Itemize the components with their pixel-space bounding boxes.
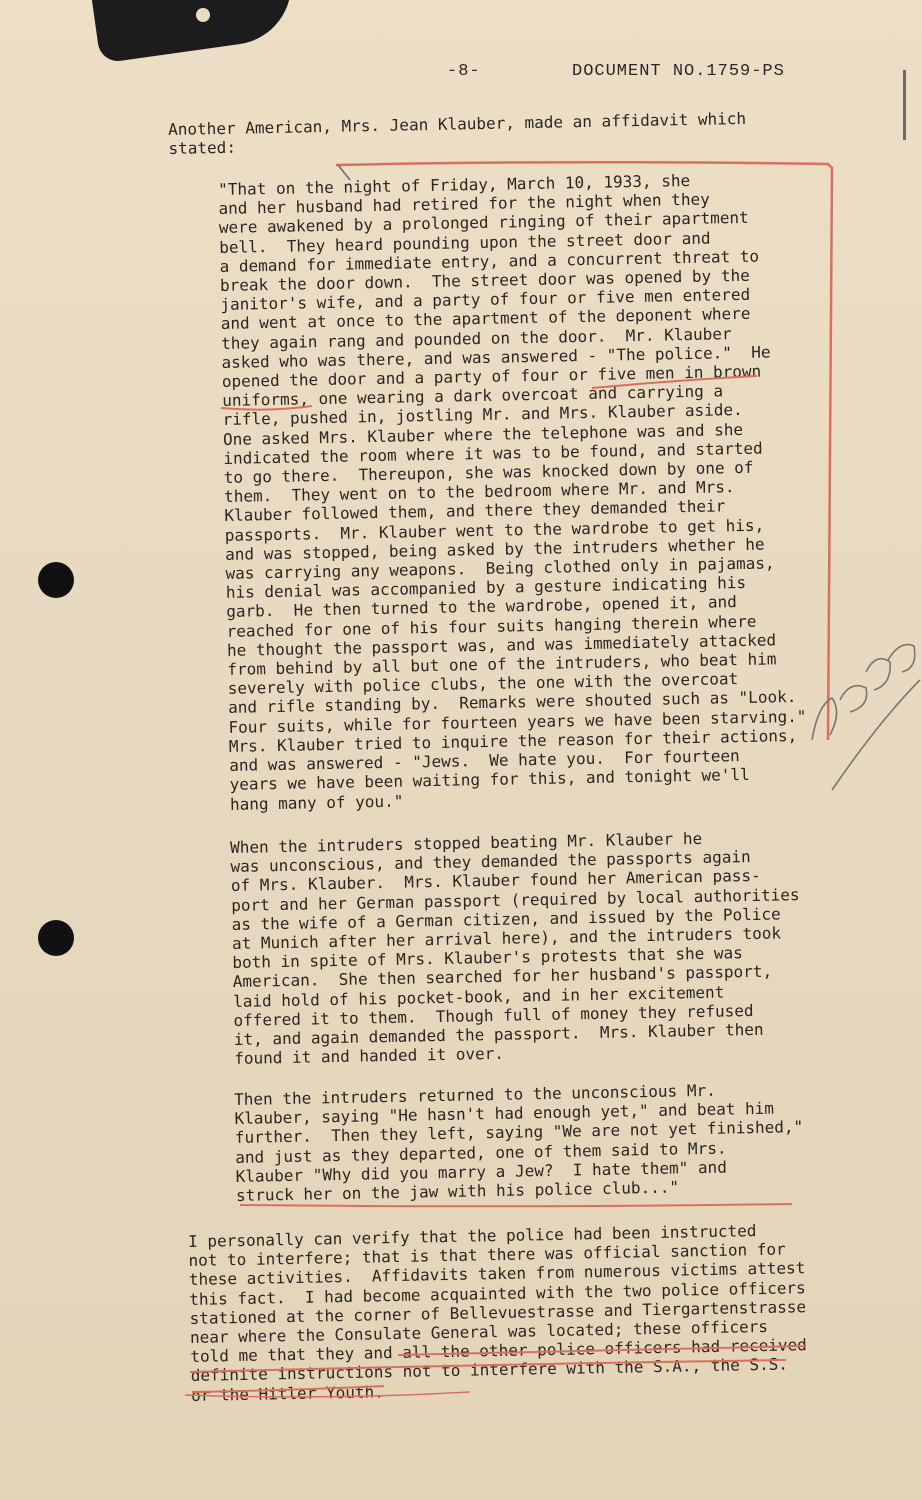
affidavit-quote-paragraph-3: Then the intruders returned to the unconscious Mr. Klauber, saying "He hasn't had enough yet," and beat him further. Then they left, saying "We are not yet finished," and just as they departed, one of them said to Mrs. Klauber "Why did you marry a Jew? I hate them" and struck her on the jaw with his police club..." <box>234 1080 804 1205</box>
punch-hole-lower <box>38 920 74 956</box>
document-number: DOCUMENT NO.1759-PS <box>572 62 785 81</box>
affidavit-quote-paragraph-1: "That on the night of Friday, March 10, 1933, she and her husband had retired for the night when they were awakened by a prolonged ringing of their apartment bell. They heard pounding upon the street door and a demand for immediate entry, and a concurrent threat to break the door down. The street door was opened by the janitor's wife, and a party of four or five men entered and went at once to the apartment of the deponent where they again rang and pounded on the door. Mr. Klauber asked who was there, and was answered - "The police." He opened the door and a party of four or five men in brown uniforms, one wearing a dark overcoat and carrying a rifle, pushed in, jostling Mr. and Mrs. Klauber aside. One asked Mrs. Klauber where the telephone was and she indicated the room where it was to be found, and started to go there. Thereupon, she was knocked down by one of them. They went on to the bedroom where Mr. and Mrs. Klauber followed them, and there they demanded their passports. Mr. Klauber went to the wardrobe to get his, and was stopped, being asked by the intruders whether he was carrying any weapons. Being clothed only in pajamas, his denial was accompanied by a gesture indicating his garb. He then turned to the wardrobe, opened it, and reached for one of his four suits hanging therein where he thought the passport was, and was immediately attacked from behind by all but one of the intruders, who beat him severely with police clubs, the one with the overcoat and rifle standing by. Remarks were shouted such as "Look. Four suits, while for fourteen years we have been starving." Mrs. Klauber tried to inquire the reason for their actions, and was answered - "Jews. We hate you. For fourteen years we have been waiting for this, and tonight we'll hang many of you." <box>218 170 807 814</box>
intro-paragraph: Another American, Mrs. Jean Klauber, made an affidavit which stated: <box>168 108 747 159</box>
closing-paragraph: I personally can verify that the police had been instructed not to interfere; that is that there was official sanction for these activities. Affidavits taken from numerous victims attest this fact. I had become acquainted with the two police officers stationed at the corner of Bellevuestrasse and Tiergartenstrasse near where the Consulate General was located; these officers told me that they and all the other police officers had received definite instructions not to interfere with the S.A., the S.S. or the Hitler Youth. <box>188 1221 807 1405</box>
quote-end-line <box>240 1204 792 1206</box>
affidavit-quote-paragraph-2: When the intruders stopped beating Mr. Klauber he was unconscious, and they demanded the passports again of Mrs. Klauber. Mrs. Klauber found her American pass- port and her German passport (required by local authorities as the wife of a German citizen, and issued by the Police at Munich after her arrival here), and the intruders took both in spite of Mrs. Klauber's protests that she was American. She then searched for her husband's passport, laid hold of his pocket-book, and in her excitement offered it to them. Though full of money they refused it, and again demanded the passport. Mrs. Klauber then found it and handed it over. <box>230 828 800 1069</box>
page-number: -8- <box>447 62 481 81</box>
binder-clip-corner <box>91 0 299 64</box>
margin-pencil-stroke <box>832 680 920 790</box>
punch-hole-upper <box>38 562 74 598</box>
margin-pencil-mark <box>903 70 906 140</box>
corner-punch-hole <box>196 8 210 22</box>
margin-handwritten-note <box>812 645 915 740</box>
